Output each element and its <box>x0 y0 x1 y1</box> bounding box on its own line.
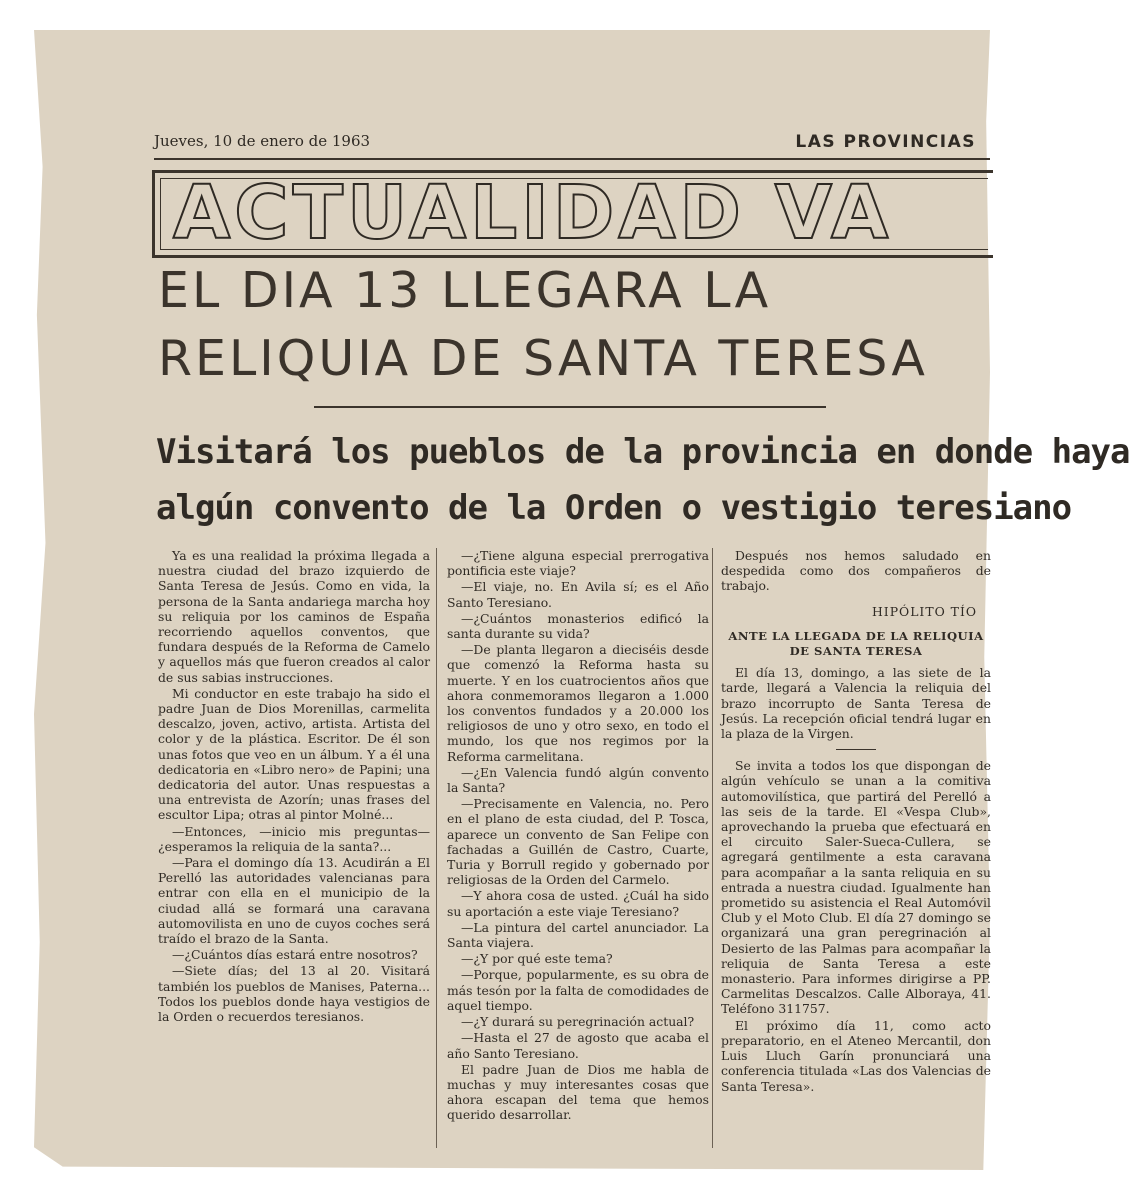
paragraph: Se invita a todos los que dispongan de algún vehículo se unan a la comitiva automovilística, que partirá del Perelló a las seis de la tarde. El «Vespa Club», aprovechando la prueba que efectuará en el circuito Saler-Sueca-Cullera, se agregará gentilmente a esta caravana para acompañar a la santa reliquia en su entrada a nuestra ciudad. Igualmente han prometido su asistencia el Real Automóvil Club y el Moto Club. El día 27 domingo se organizará una gran peregrinación al Desierto de las Palmas para acompañar la reliquia de Santa Teresa a este monasterio. Para informes dirigirse a PP. Carmelitas Descalzos. Calle Alboraya, 41. Teléfono 311757. <box>721 758 991 1017</box>
article-column-2 <box>436 548 709 1148</box>
paragraph: —Y ahora cosa de usted. ¿Cuál ha sido su aportación a este viaje Teresiano? <box>447 888 709 919</box>
secondary-subhead: ANTE LA LLEGADA DE LA RELIQUIA DE SANTA TERESA <box>728 628 984 659</box>
paragraph: —Entonces, —inicio mis preguntas— ¿esperamos la reliquia de la santa?... <box>158 823 430 854</box>
section-banner <box>152 170 993 258</box>
paragraph: El padre Juan de Dios me habla de muchas y muy interesantes cosas que ahora escapan del tema que hemos querido desarrollar. <box>447 1061 709 1123</box>
paragraph: —¿En Valencia fundó algún convento la Santa? <box>447 764 709 796</box>
article-column-3 <box>712 548 991 1148</box>
paragraph: —Precisamente en Valencia, no. Pero en el plano de esta ciudad, del P. Tosca, aparece un convento de San Felipe con fachadas a Guillén de Castro, Cuarte, Turia y Borrull regido y gobernado por religiosas de la Orden del Carmelo. <box>447 796 709 888</box>
paragraph: —Porque, popularmente, es su obra de más tesón por la falta de comodidades de aquel tiempo. <box>447 967 709 1013</box>
paragraph: —¿Cuántos días estará entre nosotros? <box>172 947 418 963</box>
paragraph: —De planta llegaron a dieciséis desde que comenzó la Reforma hasta su muerte. Y en los cuatrocientos años que ahora conmemoramos llegaron a 1.000 los conventos fundados y a 20.000 los religiosos de uno y otro sexo, en todo el mundo, los que nos regimos por la Reforma carmelitana. <box>447 642 709 764</box>
paragraph: Mi conductor en este trabajo ha sido el padre Juan de Dios Morenillas, carmelita descalzo, joven, activo, artista. Artista del color y de la plástica. Escritor. De él son unas fotos que veo en un álbum. Y a él una dedicatoria en «Libro nero» de Papini; una dedicatoria del autor. Unas respuestas a una entrevista de Azorín; unas frases del escultor Lipa; otras al pintor Molné... <box>158 685 430 823</box>
paragraph: —¿Y por qué este tema? <box>461 951 613 967</box>
paragraph: —Hasta el 27 de agosto que acaba el año Santo Teresiano. <box>447 1030 709 1061</box>
issue-date: Jueves, 10 de enero de 1963 <box>154 132 371 150</box>
paragraph: —Para el domingo día 13. Acudirán a El Perelló las autoridades valencianas para entrar con ella en el municipio de la ciudad allá se formará una caravana automovilista en uno de cuyos coches será traído el brazo de la Santa. <box>158 855 430 947</box>
paragraph: Ya es una realidad la próxima llegada a nuestra ciudad del brazo izquierdo de Santa Teresa de Jesús. Como en vida, la persona de la Santa andariega marcha hoy su reliquia por los caminos de España recorriendo aquellos conventos, que fundara después de la Reforma de Camelo y aquellos más que fueron creados al calor de sus sabias instrucciones. <box>158 548 430 685</box>
paragraph: El día 13, domingo, a las siete de la tarde, llegará a Valencia la reliquia del brazo incorrupto de Santa Teresa de Jesús. La recepción oficial tendrá lugar en la plaza de la Virgen. <box>721 665 991 742</box>
subheadline-line-2: algún convento de la Orden o vestigio teresiano <box>156 488 1072 528</box>
paragraph: —El viaje, no. En Avila sí; es el Año Santo Teresiano. <box>447 579 709 610</box>
paragraph: —¿Y durará su peregrinación actual? <box>461 1014 695 1030</box>
paragraph: —La pintura del cartel anunciador. La Santa viajera. <box>447 919 709 951</box>
paragraph: —¿Cuántos monasterios edificó la santa durante su vida? <box>447 610 709 642</box>
author-signature: HIPÓLITO TÍO <box>872 603 977 619</box>
paragraph: —Siete días; del 13 al 20. Visitará también los pueblos de Manises, Paterna... Todos los pueblos donde haya vestigios de la Orden o recuerdos teresianos. <box>158 963 430 1025</box>
page-header <box>154 128 990 160</box>
subheadline-line-1: Visitará los pueblos de la provincia en donde haya <box>156 432 1130 472</box>
headline-line-1: EL DIA 13 LLEGARA LA <box>158 262 772 319</box>
headline-divider <box>314 406 826 408</box>
headline-line-2: RELIQUIA DE SANTA TERESA <box>158 330 928 387</box>
paragraph: —¿Tiene alguna especial prerrogativa pontificia este viaje? <box>447 548 709 579</box>
newspaper-name: LAS PROVINCIAS <box>795 132 976 152</box>
divider <box>836 749 876 750</box>
article-column-1 <box>158 548 430 1025</box>
closing-paragraph: Después nos hemos saludado en despedida como dos compañeros de trabajo. <box>721 548 991 594</box>
section-title: ACTUALIDAD VA <box>173 170 893 256</box>
paragraph: El próximo día 11, como acto preparatorio, en el Ateneo Mercantil, don Luis Lluch Garín pronunciará una conferencia titulada «Las dos Valencias de Santa Teresa». <box>721 1017 991 1094</box>
